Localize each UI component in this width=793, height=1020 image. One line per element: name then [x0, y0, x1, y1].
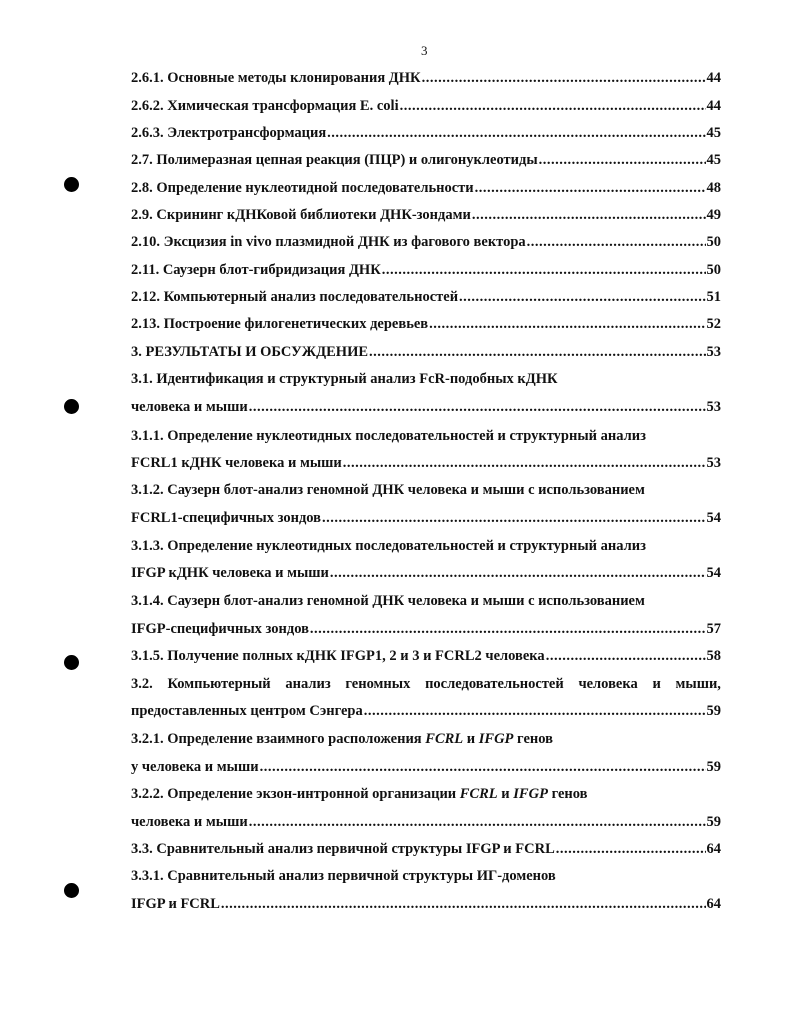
toc-entry[interactable] [131, 68, 721, 88]
toc-entry-title: 3. РЕЗУЛЬТАТЫ И ОБСУЖДЕНИЕ [131, 344, 369, 360]
toc-entry-page: 45 [706, 152, 721, 168]
leader-dots [330, 563, 706, 583]
toc-entry[interactable] [131, 260, 721, 280]
toc-entry-title: 3.1.3. Определение нуклеотидных последовательностей и структурный анализ [131, 538, 646, 554]
toc-entry-line2[interactable] [131, 453, 721, 473]
toc-word: и [652, 676, 661, 692]
toc-entry-line2[interactable] [131, 894, 721, 914]
toc-entry-title: IFGP-специфичных зондов [131, 621, 309, 637]
leader-dots [260, 757, 706, 777]
toc-entry-page: 52 [706, 316, 721, 332]
toc-entry[interactable] [131, 205, 721, 225]
toc-entry-line1[interactable] [131, 784, 721, 804]
toc-entry-page: 50 [706, 262, 721, 278]
toc-entry-page: 64 [706, 841, 721, 857]
leader-dots [472, 205, 706, 225]
toc-entry[interactable] [131, 232, 721, 252]
toc-entry-page: 64 [706, 896, 721, 912]
leader-dots [429, 314, 705, 334]
toc-entry-page: 53 [706, 399, 721, 415]
leader-dots [310, 619, 706, 639]
toc-entry-title: 2.6.2. Химическая трансформация E. coli [131, 98, 399, 114]
toc-entry-title: IFGP и FCRL [131, 896, 220, 912]
toc-word: мыши, [675, 676, 721, 692]
toc-entry-title: 2.12. Компьютерный анализ последовательностей [131, 289, 459, 305]
toc-entry[interactable] [131, 646, 721, 666]
leader-dots [475, 178, 706, 198]
leader-dots [327, 123, 705, 143]
toc-word: геномных [345, 676, 411, 692]
toc-entry-title: 3.1. Идентификация и структурный анализ FcR-подобных кДНК [131, 371, 558, 387]
toc-entry[interactable] [131, 123, 721, 143]
leader-dots [527, 232, 706, 252]
gene-name: IFGP [478, 731, 514, 747]
toc-entry-page: 54 [706, 565, 721, 581]
toc-entry-page: 44 [706, 70, 721, 86]
toc-entry-line2[interactable] [131, 701, 721, 721]
leader-dots [546, 646, 706, 666]
toc-entry-title: 2.10. Эксцизия in vivo плазмидной ДНК из фагового вектора [131, 234, 526, 250]
toc-entry-page: 59 [706, 814, 721, 830]
leader-dots [221, 894, 706, 914]
toc-entry-line1[interactable] [131, 674, 721, 694]
toc-entry[interactable] [131, 178, 721, 198]
toc-entry-line1[interactable] [131, 536, 721, 556]
toc-entry[interactable] [131, 839, 721, 859]
toc-entry-title: 2.6.1. Основные методы клонирования ДНК [131, 70, 421, 86]
toc-entry-title: 2.13. Построение филогенетических деревьев [131, 316, 429, 332]
toc-entry[interactable] [131, 96, 721, 116]
leader-dots [556, 839, 706, 859]
leader-dots [343, 453, 706, 473]
toc-word: анализ [285, 676, 331, 692]
toc-entry-page: 53 [706, 455, 721, 471]
toc-entry-title: 2.11. Саузерн блот-гибридизация ДНК [131, 262, 381, 278]
toc-entry-title: 3.1.5. Получение полных кДНК IFGP1, 2 и 3 и FCRL2 человека [131, 648, 545, 664]
toc-entry-title: 2.9. Скрининг кДНКовой библиотеки ДНК-зондами [131, 207, 471, 223]
toc-entry-title: предоставленных центром Сэнгера [131, 703, 363, 719]
toc-entry-page: 59 [706, 703, 721, 719]
gene-name: FCRL [425, 731, 464, 747]
toc-entry-title: 3.2.2. Определение экзон-интронной организации FCRL и IFGP генов [131, 786, 588, 802]
leader-dots [422, 68, 706, 88]
toc-entry-line1[interactable] [131, 591, 721, 611]
toc-entry[interactable] [131, 287, 721, 307]
toc-entry-line2[interactable] [131, 397, 721, 417]
toc-entry-title: FCRL1-специфичных зондов [131, 510, 322, 526]
toc-entry-page: 50 [706, 234, 721, 250]
toc-entry-page: 59 [706, 759, 721, 775]
leader-dots [382, 260, 706, 280]
toc-entry-page: 48 [706, 180, 721, 196]
toc-entry-line1[interactable] [131, 866, 721, 886]
toc-entry-title: 3.2.1. Определение взаимного расположения FCRL и IFGP генов [131, 731, 553, 747]
toc-entry-title: у человека и мыши [131, 759, 259, 775]
toc-entry[interactable] [131, 314, 721, 334]
gene-name: IFGP [513, 786, 548, 802]
toc-entry-title: 3.1.2. Саузерн блот-анализ геномной ДНК человека и мыши с использованием [131, 482, 645, 498]
toc-entry-title: 2.8. Определение нуклеотидной последовательности [131, 180, 474, 196]
toc-entry-page: 51 [706, 289, 721, 305]
toc-entry[interactable] [131, 150, 721, 170]
toc-word: последовательностей [425, 676, 564, 692]
toc-entry-title: 3.3. Сравнительный анализ первичной структуры IFGP и FCRL [131, 841, 555, 857]
toc-entry-page: 49 [706, 207, 721, 223]
leader-dots [400, 96, 706, 116]
toc-entry-title: человека и мыши [131, 814, 248, 830]
toc-entry-title: 2.6.3. Электротрансформация [131, 125, 327, 141]
toc-entry-line2[interactable] [131, 563, 721, 583]
toc-entry-title: 3.1.1. Определение нуклеотидных последовательностей и структурный анализ [131, 428, 646, 444]
toc-entry-line2[interactable] [131, 508, 721, 528]
toc-entry-title: FCRL1 кДНК человека и мыши [131, 455, 342, 471]
gene-name: FCRL [459, 786, 498, 802]
toc-entry-line2[interactable] [131, 619, 721, 639]
toc-word: 3.2. [131, 676, 153, 692]
toc-entry-title: 3.1.4. Саузерн блот-анализ геномной ДНК человека и мыши с использованием [131, 593, 645, 609]
leader-dots [322, 508, 705, 528]
toc-entry-title: 2.7. Полимеразная цепная реакция (ПЦР) и олигонуклеотиды [131, 152, 538, 168]
toc-entry-line2[interactable] [131, 812, 721, 832]
toc-entry-page: 44 [706, 98, 721, 114]
leader-dots [459, 287, 705, 307]
leader-dots [539, 150, 706, 170]
toc-entry-line1[interactable] [131, 426, 721, 446]
toc-entry-page: 54 [706, 510, 721, 526]
leader-dots [249, 397, 706, 417]
toc-entry-title: IFGP кДНК человека и мыши [131, 565, 329, 581]
page-number: 3 [421, 43, 428, 58]
leader-dots [369, 342, 705, 362]
toc-entry-page: 58 [706, 648, 721, 664]
toc-entry-page: 45 [706, 125, 721, 141]
toc-entry-line1[interactable] [131, 729, 721, 749]
toc-entry-page: 53 [706, 344, 721, 360]
toc-entry[interactable] [131, 342, 721, 362]
toc-entry-title: человека и мыши [131, 399, 248, 415]
toc-entry-page: 57 [706, 621, 721, 637]
leader-dots [364, 701, 706, 721]
toc-entry-title: 3.3.1. Сравнительный анализ первичной структуры ИГ-доменов [131, 868, 556, 884]
leader-dots [249, 812, 706, 832]
toc-entry-line1[interactable] [131, 480, 721, 500]
toc-entry-line2[interactable] [131, 757, 721, 777]
toc-entry-line1[interactable] [131, 369, 721, 389]
toc-word: человека [578, 676, 638, 692]
toc-word: Компьютерный [167, 676, 271, 692]
